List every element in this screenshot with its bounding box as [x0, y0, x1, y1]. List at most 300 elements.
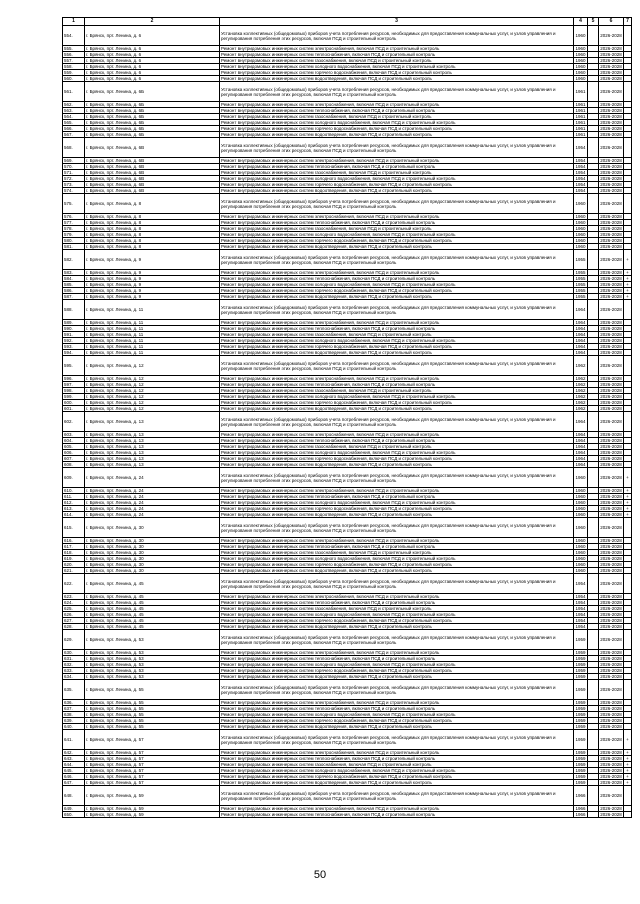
- build-year-cell: 1959: [575, 668, 586, 673]
- period-cell: 2026-2028: [600, 668, 622, 673]
- period-cell: 2026-2028: [600, 382, 622, 387]
- period-cell: 2026-2028: [599, 680, 624, 700]
- table-row: [63, 680, 632, 700]
- period-cell: 2026-2028: [599, 250, 624, 270]
- work-type-cell: Установка коллективных (общедомовых) приборов учета потребления ресурсов, необходимых для предоставления коммунальных услуг, и узлов управления и регулирования потребления этих ресурсов, включая ПСД и строительный контроль: [220, 82, 574, 102]
- build-year-cell: 1959: [575, 706, 586, 711]
- build-year-cell: 1954: [575, 176, 586, 181]
- period-cell: 2026-2028: [599, 730, 624, 750]
- work-type-cell: Ремонт внутридомовых инженерных систем водоотведения, включая ПСД и строительный контроль: [220, 674, 574, 680]
- period-cell: 2026-2028: [600, 506, 622, 511]
- table-row: [63, 812, 632, 818]
- row-number-cell: 612.: [63, 500, 85, 506]
- address-cell: г. Брянск, прт. Ленина, д. 12: [85, 356, 220, 376]
- address-cell: г. Брянск, прт. Ленина, д. 8: [85, 226, 220, 232]
- build-year-cell: 1960: [575, 494, 586, 499]
- build-year-cell: 1960: [575, 562, 586, 567]
- period-cell: 2026-2028: [600, 132, 622, 137]
- period-cell: 2026-2028: [600, 706, 622, 711]
- mark-cell: +: [624, 762, 632, 768]
- mark-cell: [624, 574, 632, 594]
- period-cell: 2026-2028: [600, 438, 622, 443]
- row-number-cell: 554.: [63, 26, 85, 46]
- col-header-7: 7: [624, 18, 632, 26]
- period-cell: 2026-2028: [600, 456, 622, 461]
- period-cell: 2026-2028: [600, 544, 622, 549]
- period-cell: 2026-2028: [600, 394, 622, 399]
- period-cell: 2026-2028: [600, 220, 622, 225]
- blank-cell: [588, 412, 599, 432]
- address-cell: г. Брянск, прт. Ленина, д. 53: [85, 674, 220, 680]
- address-cell: г. Брянск, прт. Ленина, д. 57: [85, 750, 220, 756]
- address-cell: г. Брянск, прт. Ленина, д. 9: [85, 282, 220, 288]
- address-cell: г. Брянск, прт. Ленина, д. 24: [85, 494, 220, 500]
- build-year-cell: 1960: [575, 500, 586, 505]
- address-cell: г. Брянск, прт. Ленина, д. 6Б: [85, 126, 220, 132]
- row-number-cell: 632.: [63, 662, 85, 668]
- mark-cell: +: [624, 288, 632, 294]
- work-type-cell: Ремонт внутридомовых инженерных систем электроснабжения, включая ПСД и строительный контроль: [220, 158, 574, 164]
- address-cell: г. Брянск, прт. Ленина, д. 24: [85, 506, 220, 512]
- row-number-cell: 618.: [63, 550, 85, 556]
- header-row: [63, 18, 632, 26]
- table-row: [63, 786, 632, 806]
- row-number-cell: 578.: [63, 226, 85, 232]
- period-cell: 2026-2028: [600, 674, 622, 679]
- period-cell: 2026-2028: [600, 344, 622, 349]
- period-cell: 2026-2028: [600, 768, 622, 773]
- work-type-cell: Ремонт внутридомовых инженерных систем электроснабжения, включая ПСД и строительный контроль: [220, 650, 574, 656]
- period-cell: 2026-2028: [600, 126, 622, 131]
- address-cell: г. Брянск, прт. Ленина, д. 6: [85, 64, 220, 70]
- period-cell: 2026-2028: [600, 662, 622, 667]
- row-number-cell: 648.: [63, 786, 85, 806]
- row-number-cell: 586.: [63, 288, 85, 294]
- row-number-cell: 574.: [63, 188, 85, 194]
- col-header-6: 6: [599, 18, 624, 26]
- mark-cell: +: [624, 730, 632, 750]
- address-cell: г. Брянск, прт. Ленина, д. 12: [85, 388, 220, 394]
- row-number-cell: 646.: [63, 774, 85, 780]
- blank-cell: [588, 680, 599, 700]
- row-number-cell: 571.: [63, 170, 85, 176]
- address-cell: г. Брянск, прт. Ленина, д. 57: [85, 756, 220, 762]
- period-cell: 2026-2028: [600, 114, 622, 119]
- address-cell: г. Брянск, прт. Ленина, д. 6: [85, 76, 220, 82]
- build-year-cell: 1955: [575, 288, 586, 293]
- address-cell: г. Брянск, прт. Ленина, д. 6: [85, 52, 220, 58]
- mark-cell: [624, 412, 632, 432]
- mark-cell: +: [624, 506, 632, 512]
- build-year-cell: 1960: [574, 468, 588, 488]
- build-year-cell: 1962: [575, 394, 586, 399]
- address-cell: г. Брянск, прт. Ленина, д. 30: [85, 544, 220, 550]
- build-year-cell: 1964: [574, 300, 588, 320]
- address-cell: г. Брянск, прт. Ленина, д. 13: [85, 412, 220, 432]
- build-year-cell: 1959: [575, 724, 586, 729]
- period-cell: 2026-2028: [600, 450, 622, 455]
- row-number-cell: 615.: [63, 518, 85, 538]
- work-type-cell: Установка коллективных (общедомовых) приборов учета потребления ресурсов, необходимых для предоставления коммунальных услуг, и узлов управления и регулирования потребления этих ресурсов, включая ПСД и строительный контроль: [220, 786, 574, 806]
- mark-cell: +: [624, 768, 632, 774]
- work-type-cell: Установка коллективных (общедомовых) приборов учета потребления ресурсов, необходимых для предоставления коммунальных услуг, и узлов управления и регулирования потребления этих ресурсов, включая ПСД и строительный контроль: [220, 250, 574, 270]
- work-type-cell: Ремонт внутридомовых инженерных систем электроснабжения, включая ПСД и строительный контроль: [220, 538, 574, 544]
- address-cell: г. Брянск, прт. Ленина, д. 24: [85, 500, 220, 506]
- work-type-cell: Установка коллективных (общедомовых) приборов учета потребления ресурсов, необходимых для предоставления коммунальных услуг, и узлов управления и регулирования потребления этих ресурсов, включая ПСД и строительный контроль: [220, 194, 574, 214]
- period-cell: 2026-2028: [600, 46, 622, 51]
- table-row: [63, 518, 632, 538]
- period-cell: 2026-2028: [599, 138, 624, 158]
- period-cell: 2026-2028: [600, 108, 622, 113]
- address-cell: г. Брянск, прт. Ленина, д. 53: [85, 662, 220, 668]
- address-cell: г. Брянск, прт. Ленина, д. 8: [85, 232, 220, 238]
- row-number-cell: 624.: [63, 600, 85, 606]
- row-number-cell: 642.: [63, 750, 85, 756]
- period-cell: 2026-2028: [600, 556, 622, 561]
- row-number-cell: 590.: [63, 326, 85, 332]
- row-number-cell: 595.: [63, 356, 85, 376]
- address-cell: г. Брянск, прт. Ленина, д. 12: [85, 400, 220, 406]
- build-year-cell: 1959: [575, 712, 586, 717]
- build-year-cell: 1960: [575, 544, 586, 549]
- mark-cell: +: [624, 500, 632, 506]
- work-type-cell: Ремонт внутридомовых инженерных систем холодного водоснабжения, включая ПСД и строительный контроль: [220, 64, 574, 70]
- table-row: [63, 356, 632, 376]
- row-number-cell: 622.: [63, 574, 85, 594]
- build-year-cell: 1960: [575, 488, 586, 493]
- build-year-cell: 1954: [575, 612, 586, 617]
- period-cell: 2026-2028: [600, 70, 622, 75]
- mark-cell: +: [624, 512, 632, 518]
- address-cell: г. Брянск, прт. Ленина, д. 9: [85, 288, 220, 294]
- address-cell: г. Брянск, прт. Ленина, д. 13: [85, 444, 220, 450]
- period-cell: 2026-2028: [600, 650, 622, 655]
- address-cell: г. Брянск, прт. Ленина, д. 13: [85, 456, 220, 462]
- row-number-cell: 570.: [63, 164, 85, 170]
- work-type-cell: Установка коллективных (общедомовых) приборов учета потребления ресурсов, необходимых для предоставления коммунальных услуг, и узлов управления и регулирования потребления этих ресурсов, включая ПСД и строительный контроль: [220, 468, 574, 488]
- address-cell: г. Брянск, прт. Ленина, д. 9: [85, 250, 220, 270]
- work-type-cell: Установка коллективных (общедомовых) приборов учета потребления ресурсов, необходимых для предоставления коммунальных услуг, и узлов управления и регулирования потребления этих ресурсов, включая ПСД и строительный контроль: [220, 730, 574, 750]
- build-year-cell: 1964: [575, 462, 586, 467]
- row-number-cell: 566.: [63, 126, 85, 132]
- build-year-cell: 1960: [575, 232, 586, 237]
- work-type-cell: Ремонт внутридомовых инженерных систем водоотведения, включая ПСД и строительный контроль: [220, 724, 574, 730]
- work-type-cell: Ремонт внутридомовых инженерных систем горячего водоснабжения, включая ПСД и строительный контроль: [220, 774, 574, 780]
- address-cell: г. Брянск, прт. Ленина, д. 30: [85, 556, 220, 562]
- mark-cell: [624, 680, 632, 700]
- row-number-cell: 580.: [63, 238, 85, 244]
- build-year-cell: 1959: [575, 662, 586, 667]
- build-year-cell: 1960: [575, 512, 586, 517]
- period-cell: 2026-2028: [599, 786, 624, 806]
- work-type-cell: Ремонт внутридомовых инженерных систем холодного водоснабжения, включая ПСД и строительный контроль: [220, 282, 574, 288]
- row-number-cell: 621.: [63, 568, 85, 574]
- row-number-cell: 597.: [63, 382, 85, 388]
- works-table-container: [62, 17, 631, 818]
- mark-cell: +: [624, 468, 632, 488]
- period-cell: 2026-2028: [600, 712, 622, 717]
- blank-cell: [588, 730, 599, 750]
- build-year-cell: 1964: [575, 450, 586, 455]
- row-number-cell: 583.: [63, 270, 85, 276]
- address-cell: г. Брянск, прт. Ленина, д. 6Б: [85, 132, 220, 138]
- row-number-cell: 556.: [63, 52, 85, 58]
- row-number-cell: 613.: [63, 506, 85, 512]
- address-cell: г. Брянск, прт. Ленина, д. 13: [85, 438, 220, 444]
- address-cell: г. Брянск, прт. Ленина, д. 6: [85, 58, 220, 64]
- row-number-cell: 576.: [63, 214, 85, 220]
- address-cell: г. Брянск, прт. Ленина, д. 11: [85, 332, 220, 338]
- address-cell: г. Брянск, прт. Ленина, д. 45: [85, 624, 220, 630]
- period-cell: 2026-2028: [600, 494, 622, 499]
- build-year-cell: 1959: [575, 774, 586, 779]
- address-cell: г. Брянск, прт. Ленина, д. 12: [85, 406, 220, 412]
- period-cell: 2026-2028: [599, 518, 624, 538]
- table-row: [63, 250, 632, 270]
- address-cell: г. Брянск, прт. Ленина, д. 6В: [85, 182, 220, 188]
- build-year-cell: 1954: [575, 600, 586, 605]
- address-cell: г. Брянск, прт. Ленина, д. 9: [85, 276, 220, 282]
- row-number-cell: 562.: [63, 102, 85, 108]
- period-cell: 2026-2028: [600, 700, 622, 705]
- build-year-cell: 1959: [574, 630, 588, 650]
- build-year-cell: 1964: [575, 444, 586, 449]
- mark-cell: +: [624, 250, 632, 270]
- blank-cell: [588, 26, 599, 46]
- build-year-cell: 1954: [574, 574, 588, 594]
- address-cell: г. Брянск, прт. Ленина, д. 53: [85, 630, 220, 650]
- period-cell: 2026-2028: [600, 182, 622, 187]
- period-cell: 2026-2028: [600, 724, 622, 729]
- row-number-cell: 602.: [63, 412, 85, 432]
- work-type-cell: Ремонт внутридомовых инженерных систем горячего водоснабжения, включая ПСД и строительный контроль: [220, 288, 574, 294]
- row-number-cell: 603.: [63, 432, 85, 438]
- period-cell: 2026-2028: [600, 320, 622, 325]
- work-type-cell: Ремонт внутридомовых инженерных систем водоотведения, включая ПСД и строительный контроль: [220, 350, 574, 356]
- build-year-cell: 1954: [574, 138, 588, 158]
- row-number-cell: 560.: [63, 76, 85, 82]
- build-year-cell: 1961: [575, 102, 586, 107]
- row-number-cell: 628.: [63, 624, 85, 630]
- work-type-cell: Ремонт внутридомовых инженерных систем газоснабжения, включая ПСД и строительный контроль: [220, 388, 574, 394]
- build-year-cell: 1960: [574, 194, 588, 214]
- row-number-cell: 639.: [63, 718, 85, 724]
- period-cell: 2026-2028: [600, 432, 622, 437]
- row-number-cell: 555.: [63, 46, 85, 52]
- address-cell: г. Брянск, прт. Ленина, д. 11: [85, 350, 220, 356]
- address-cell: г. Брянск, прт. Ленина, д. 12: [85, 376, 220, 382]
- work-type-cell: Ремонт внутридомовых инженерных систем холодного водоснабжения, включая ПСД и строительный контроль: [220, 662, 574, 668]
- period-cell: 2026-2028: [600, 120, 622, 125]
- period-cell: 2026-2028: [599, 412, 624, 432]
- row-number-cell: 561.: [63, 82, 85, 102]
- period-cell: 2026-2028: [600, 812, 622, 817]
- work-type-cell: Установка коллективных (общедомовых) приборов учета потребления ресурсов, необходимых для предоставления коммунальных услуг, и узлов управления и регулирования потребления этих ресурсов, включая ПСД и строительный контроль: [220, 356, 574, 376]
- row-number-cell: 611.: [63, 494, 85, 500]
- work-type-cell: Ремонт внутридомовых инженерных систем теплоснабжения, включая ПСД и строительный контроль: [220, 600, 574, 606]
- period-cell: 2026-2028: [600, 562, 622, 567]
- row-number-cell: 563.: [63, 108, 85, 114]
- build-year-cell: 1960: [575, 58, 586, 63]
- work-type-cell: Установка коллективных (общедомовых) приборов учета потребления ресурсов, необходимых для предоставления коммунальных услуг, и узлов управления и регулирования потребления этих ресурсов, включая ПСД и строительный контроль: [220, 630, 574, 650]
- blank-cell: [588, 812, 599, 818]
- row-number-cell: 630.: [63, 650, 85, 656]
- build-year-cell: 1962: [575, 400, 586, 405]
- work-type-cell: Ремонт внутридомовых инженерных систем водоотведения, включая ПСД и строительный контроль: [220, 132, 574, 138]
- period-cell: 2026-2028: [600, 64, 622, 69]
- work-type-cell: Ремонт внутридомовых инженерных систем горячего водоснабжения, включая ПСД и строительный контроль: [220, 344, 574, 350]
- period-cell: 2026-2028: [600, 762, 622, 767]
- address-cell: г. Брянск, прт. Ленина, д. 6: [85, 70, 220, 76]
- address-cell: г. Брянск, прт. Ленина, д. 30: [85, 568, 220, 574]
- build-year-cell: 1960: [575, 556, 586, 561]
- period-cell: 2026-2028: [599, 574, 624, 594]
- blank-cell: [588, 630, 599, 650]
- work-type-cell: Ремонт внутридомовых инженерных систем холодного водоснабжения, включая ПСД и строительный контроль: [220, 394, 574, 400]
- mark-cell: +: [624, 750, 632, 756]
- address-cell: г. Брянск, прт. Ленина, д. 6Б: [85, 102, 220, 108]
- period-cell: 2026-2028: [600, 612, 622, 617]
- row-number-cell: 579.: [63, 232, 85, 238]
- row-number-cell: 568.: [63, 138, 85, 158]
- blank-cell: [588, 300, 599, 320]
- work-type-cell: Установка коллективных (общедомовых) приборов учета потребления ресурсов, необходимых для предоставления коммунальных услуг, и узлов управления и регулирования потребления этих ресурсов, включая ПСД и строительный контроль: [220, 518, 574, 538]
- table-body: [63, 26, 632, 818]
- address-cell: г. Брянск, прт. Ленина, д. 30: [85, 562, 220, 568]
- build-year-cell: 1954: [575, 606, 586, 611]
- row-number-cell: 604.: [63, 438, 85, 444]
- build-year-cell: 1961: [575, 120, 586, 125]
- period-cell: 2026-2028: [600, 282, 622, 287]
- build-year-cell: 1959: [575, 674, 586, 679]
- address-cell: г. Брянск, прт. Ленина, д. 11: [85, 326, 220, 332]
- work-type-cell: Ремонт внутридомовых инженерных систем холодного водоснабжения, включая ПСД и строительный контроль: [220, 120, 574, 126]
- period-cell: 2026-2028: [600, 568, 622, 573]
- build-year-cell: 1959: [575, 700, 586, 705]
- work-type-cell: Установка коллективных (общедомовых) приборов учета потребления ресурсов, необходимых для предоставления коммунальных услуг, и узлов управления и регулирования потребления этих ресурсов, включая ПСД и строительный контроль: [220, 680, 574, 700]
- row-number-cell: 636.: [63, 700, 85, 706]
- build-year-cell: 1960: [575, 538, 586, 543]
- build-year-cell: 1960: [575, 220, 586, 225]
- blank-cell: [588, 518, 599, 538]
- work-type-cell: Установка коллективных (общедомовых) приборов учета потребления ресурсов, необходимых для предоставления коммунальных услуг, и узлов управления и регулирования потребления этих ресурсов, включая ПСД и строительный контроль: [220, 412, 574, 432]
- address-cell: г. Брянск, прт. Ленина, д. 59: [85, 806, 220, 812]
- build-year-cell: 1962: [575, 376, 586, 381]
- build-year-cell: 1954: [575, 164, 586, 169]
- build-year-cell: 1960: [575, 214, 586, 219]
- build-year-cell: 1960: [575, 76, 586, 81]
- address-cell: г. Брянск, прт. Ленина, д. 57: [85, 780, 220, 786]
- period-cell: 2026-2028: [600, 550, 622, 555]
- build-year-cell: 1960: [575, 64, 586, 69]
- address-cell: г. Брянск, прт. Ленина, д. 11: [85, 300, 220, 320]
- build-year-cell: 1954: [575, 188, 586, 193]
- period-cell: 2026-2028: [600, 244, 622, 249]
- build-year-cell: 1960: [575, 506, 586, 511]
- build-year-cell: 1959: [575, 780, 586, 785]
- period-cell: 2026-2028: [600, 350, 622, 355]
- build-year-cell: 1964: [575, 332, 586, 337]
- work-type-cell: Ремонт внутридомовых инженерных систем горячего водоснабжения, включая ПСД и строительный контроль: [220, 668, 574, 674]
- work-type-cell: Ремонт внутридомовых инженерных систем холодного водоснабжения, включая ПСД и строительный контроль: [220, 176, 574, 182]
- row-number-cell: 609.: [63, 468, 85, 488]
- work-type-cell: Ремонт внутридомовых инженерных систем холодного водоснабжения, включая ПСД и строительный контроль: [220, 612, 574, 618]
- mark-cell: [624, 786, 632, 806]
- address-cell: г. Брянск, прт. Ленина, д. 53: [85, 668, 220, 674]
- row-number-cell: 625.: [63, 606, 85, 612]
- address-cell: г. Брянск, прт. Ленина, д. 9: [85, 294, 220, 300]
- work-type-cell: Ремонт внутридомовых инженерных систем газоснабжения, включая ПСД и строительный контроль: [220, 606, 574, 612]
- work-type-cell: Ремонт внутридомовых инженерных систем водоотведения, включая ПСД и строительный контроль: [220, 512, 574, 518]
- row-number-cell: 634.: [63, 674, 85, 680]
- address-cell: г. Брянск, прт. Ленина, д. 6В: [85, 188, 220, 194]
- build-year-cell: 1964: [575, 326, 586, 331]
- work-type-cell: Ремонт внутридомовых инженерных систем теплоснабжения, включая ПСД и строительный контроль: [220, 52, 574, 58]
- address-cell: г. Брянск, прт. Ленина, д. 53: [85, 650, 220, 656]
- row-number-cell: 573.: [63, 182, 85, 188]
- work-type-cell: Установка коллективных (общедомовых) приборов учета потребления ресурсов, необходимых для предоставления коммунальных услуг, и узлов управления и регулирования потребления этих ресурсов, включая ПСД и строительный контроль: [220, 138, 574, 158]
- work-type-cell: Ремонт внутридомовых инженерных систем холодного водоснабжения, включая ПСД и строительный контроль: [220, 712, 574, 718]
- address-cell: г. Брянск, прт. Ленина, д. 12: [85, 382, 220, 388]
- row-number-cell: 619.: [63, 556, 85, 562]
- address-cell: г. Брянск, прт. Ленина, д. 24: [85, 468, 220, 488]
- blank-cell: [588, 574, 599, 594]
- period-cell: 2026-2028: [600, 102, 622, 107]
- period-cell: 2026-2028: [600, 376, 622, 381]
- address-cell: г. Брянск, прт. Ленина, д. 53: [85, 656, 220, 662]
- build-year-cell: 1961: [575, 126, 586, 131]
- work-type-cell: Ремонт внутридомовых инженерных систем холодного водоснабжения, включая ПСД и строительный контроль: [220, 450, 574, 456]
- build-year-cell: 1954: [575, 158, 586, 163]
- table-row: [63, 300, 632, 320]
- period-cell: 2026-2028: [600, 462, 622, 467]
- address-cell: г. Брянск, прт. Ленина, д. 6В: [85, 158, 220, 164]
- period-cell: 2026-2028: [600, 288, 622, 293]
- row-number-cell: 627.: [63, 618, 85, 624]
- build-year-cell: 1962: [575, 388, 586, 393]
- build-year-cell: 1955: [575, 294, 586, 299]
- address-cell: г. Брянск, прт. Ленина, д. 57: [85, 774, 220, 780]
- work-type-cell: Ремонт внутридомовых инженерных систем горячего водоснабжения, включая ПСД и строительный контроль: [220, 718, 574, 724]
- build-year-cell: 1955: [575, 282, 586, 287]
- mark-cell: [624, 300, 632, 320]
- period-cell: 2026-2028: [600, 158, 622, 163]
- work-type-cell: Ремонт внутридомовых инженерных систем теплоснабжения, включая ПСД и строительный контроль: [220, 276, 574, 282]
- row-number-cell: 607.: [63, 456, 85, 462]
- row-number-cell: 565.: [63, 120, 85, 126]
- mark-cell: [624, 356, 632, 376]
- work-type-cell: Ремонт внутридомовых инженерных систем газоснабжения, включая ПСД и строительный контроль: [220, 444, 574, 450]
- work-type-cell: Ремонт внутридомовых инженерных систем горячего водоснабжения, включая ПСД и строительный контроль: [220, 182, 574, 188]
- table-row: [63, 194, 632, 214]
- build-year-cell: 1960: [575, 226, 586, 231]
- work-type-cell: Ремонт внутридомовых инженерных систем теплоснабжения, включая ПСД и строительный контроль: [220, 108, 574, 114]
- table-row: [63, 574, 632, 594]
- work-type-cell: Ремонт внутридомовых инженерных систем теплоснабжения, включая ПСД и строительный контроль: [220, 382, 574, 388]
- col-header-3: 3: [220, 18, 574, 26]
- row-number-cell: 616.: [63, 538, 85, 544]
- build-year-cell: 1964: [575, 344, 586, 349]
- work-type-cell: Ремонт внутридомовых инженерных систем электроснабжения, включая ПСД и строительный контроль: [220, 270, 574, 276]
- build-year-cell: 1966: [574, 786, 588, 806]
- address-cell: г. Брянск, прт. Ленина, д. 57: [85, 762, 220, 768]
- work-type-cell: Ремонт внутридомовых инженерных систем теплоснабжения, включая ПСД и строительный контроль: [220, 812, 574, 818]
- period-cell: 2026-2028: [600, 406, 622, 411]
- row-number-cell: 623.: [63, 594, 85, 600]
- work-type-cell: Ремонт внутридомовых инженерных систем водоотведения, включая ПСД и строительный контроль: [220, 188, 574, 194]
- address-cell: г. Брянск, прт. Ленина, д. 30: [85, 550, 220, 556]
- work-type-cell: Ремонт внутридомовых инженерных систем горячего водоснабжения, включая ПСД и строительный контроль: [220, 238, 574, 244]
